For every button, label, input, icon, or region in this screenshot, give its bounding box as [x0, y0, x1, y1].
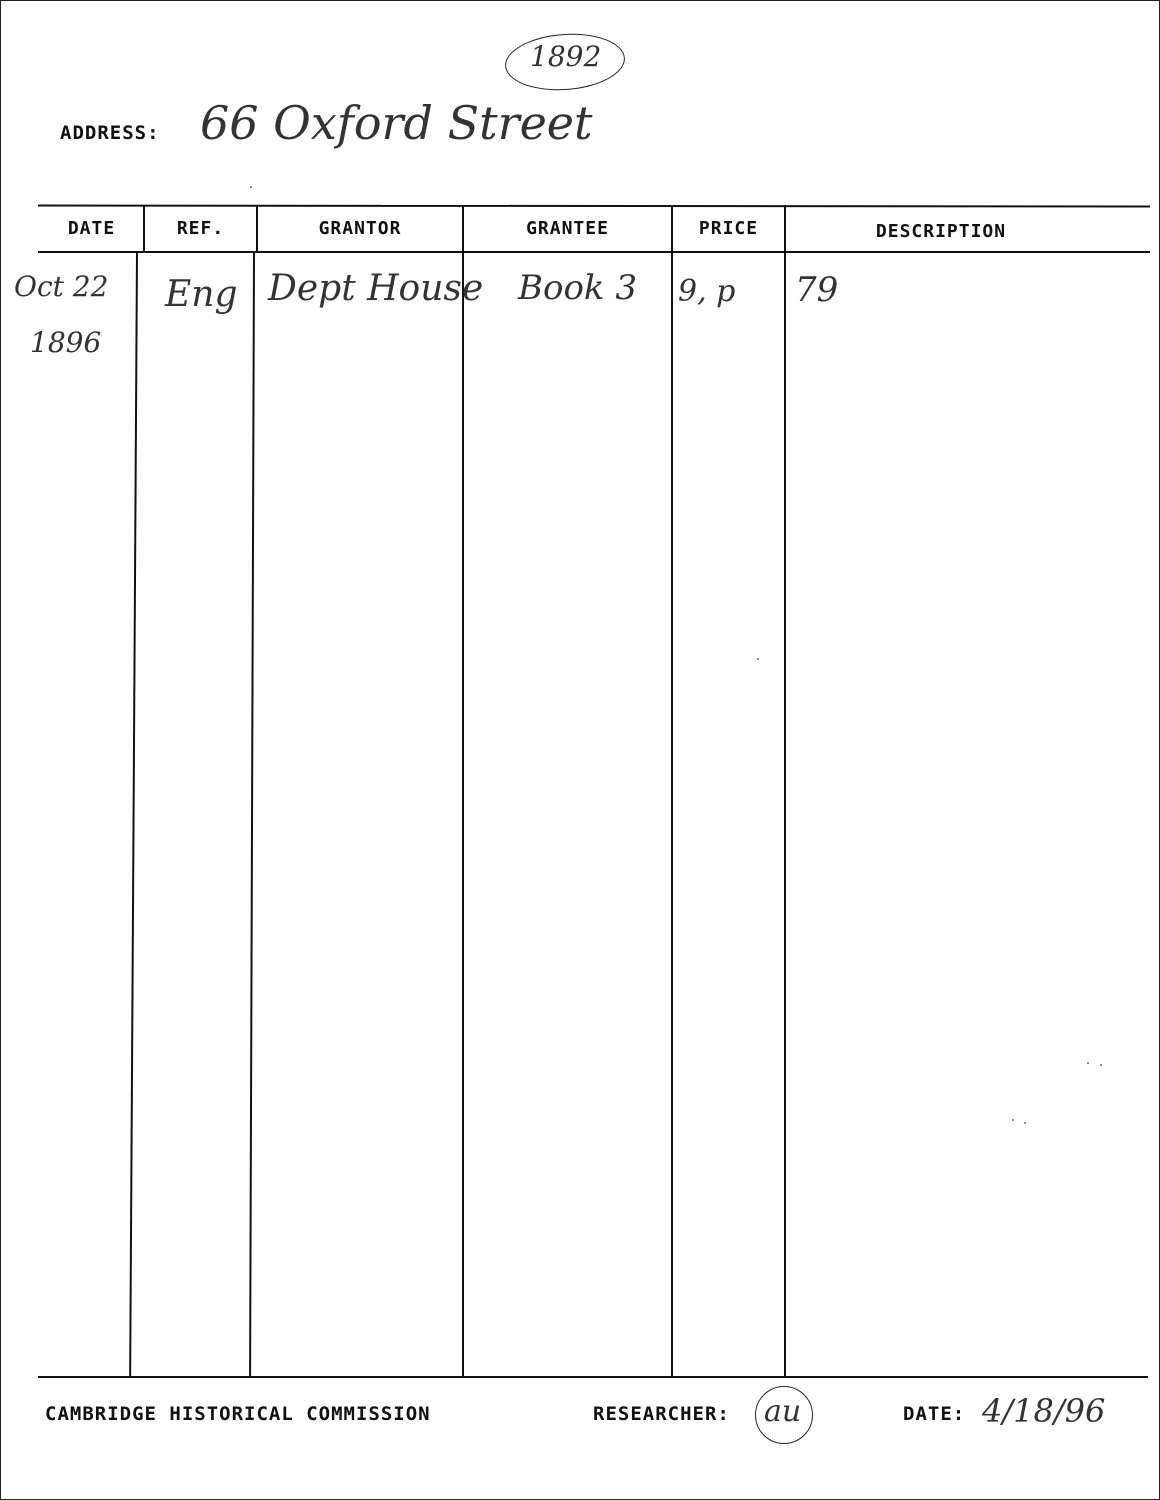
- column-divider-4: [671, 205, 673, 1378]
- column-header-price: PRICE: [698, 217, 759, 239]
- scan-speck: [1087, 1062, 1089, 1064]
- column-header-date: DATE: [67, 217, 116, 239]
- row-ref: Eng: [165, 274, 238, 315]
- organization-label: CAMBRIDGE HISTORICAL COMMISSION: [45, 1403, 431, 1425]
- row-description: 79: [795, 270, 839, 310]
- column-header-grantee: GRANTEE: [526, 217, 609, 239]
- row-grantee: Book 3: [518, 268, 637, 308]
- row-date-line2: 1896: [30, 326, 102, 359]
- researcher-initials: au: [764, 1394, 802, 1429]
- header-bottom-rule: [38, 251, 1150, 253]
- row-date-line1: Oct 22: [14, 270, 109, 303]
- column-divider-3: [462, 205, 464, 1378]
- column-header-ref: REF.: [176, 217, 225, 239]
- address-value: 66 Oxford Street: [200, 96, 593, 150]
- column-divider-5: [784, 205, 786, 1378]
- date-label: DATE:: [903, 1403, 966, 1425]
- scan-speck: [757, 658, 759, 660]
- researcher-label: RESEARCHER:: [593, 1403, 730, 1425]
- year-annotation: 1892: [530, 40, 602, 73]
- scan-speck: [250, 186, 252, 188]
- scan-speck: [1024, 1122, 1026, 1124]
- address-label: ADDRESS:: [60, 122, 160, 144]
- scan-speck: [1012, 1119, 1014, 1121]
- row-price: 9, p: [678, 274, 736, 309]
- date-value: 4/18/96: [982, 1392, 1106, 1430]
- scan-speck: [1100, 1064, 1102, 1066]
- table-bottom-rule: [38, 1376, 1148, 1378]
- row-grantor: Dept House: [268, 268, 484, 309]
- column-header-grantor: GRANTOR: [318, 217, 402, 239]
- column-header-description: DESCRIPTION: [875, 220, 1007, 242]
